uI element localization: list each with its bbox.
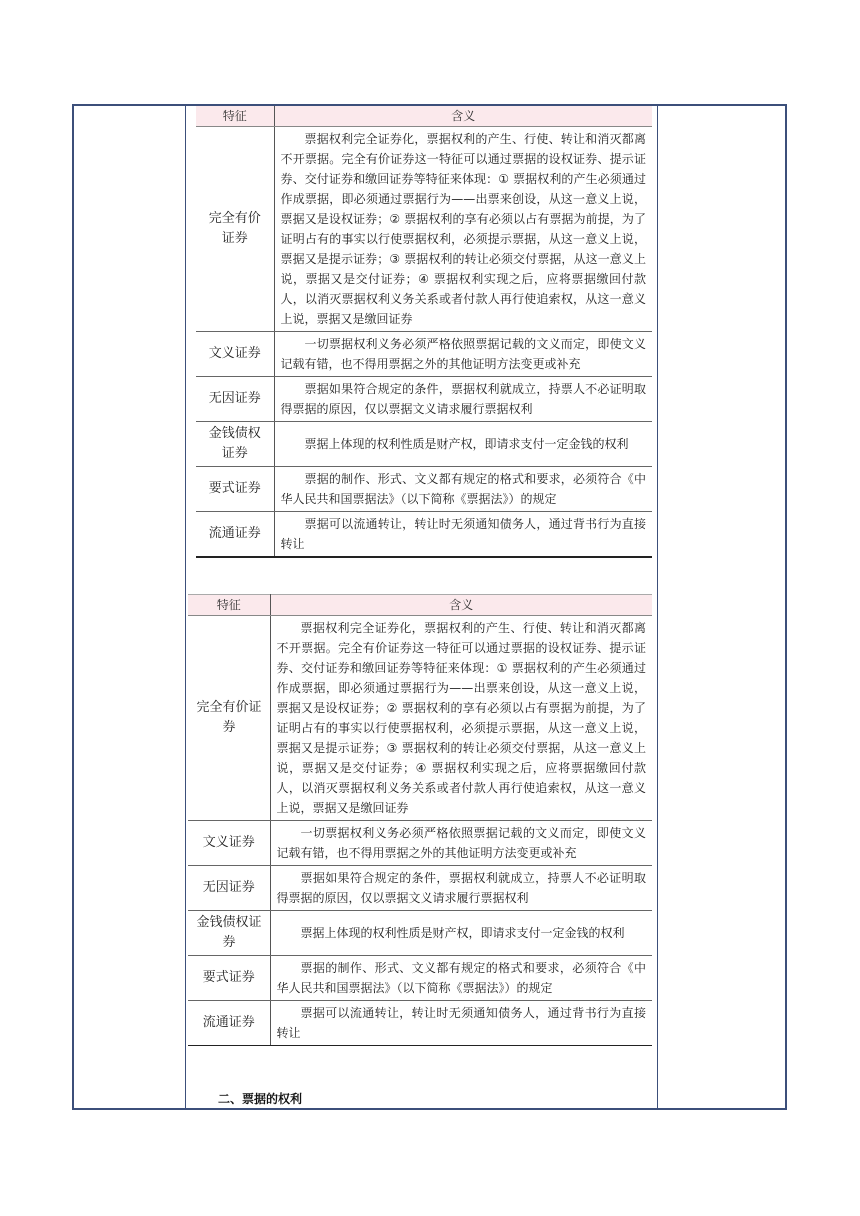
row-feature	[188, 911, 270, 956]
row-meaning	[270, 1001, 652, 1046]
meaning-text: 票据如果符合规定的条件，票据权利就成立，持票人不必证明取得票据的原因，仅以票据文义请求履行票据权利	[276, 871, 646, 905]
row-feature: 文义证券	[196, 332, 274, 377]
column-divider	[657, 106, 658, 1108]
row-feature: 要式证券	[196, 467, 274, 512]
row-meaning	[274, 127, 652, 332]
table-row	[188, 821, 652, 866]
column-divider	[185, 106, 186, 1108]
row-feature: 要式证券	[188, 956, 270, 1001]
table-row	[188, 1001, 652, 1046]
header-meaning: 含义	[274, 106, 652, 127]
meaning-text: 一切票据权利义务必须严格依照票据记载的文义而定，即使文义记载有错，也不得用票据之外的其他证明方法变更或补充	[280, 337, 646, 371]
meaning-text: 票据可以流通转让，转让时无须通知债务人，通过背书行为直接转让	[276, 1006, 646, 1040]
row-feature: 流通证券	[188, 1001, 270, 1046]
table-row	[196, 422, 652, 467]
feature-label: 完全有价证券	[208, 211, 261, 246]
row-feature: 文义证券	[188, 821, 270, 866]
table-row	[196, 332, 652, 377]
row-feature	[188, 616, 270, 821]
row-feature: 无因证券	[196, 377, 274, 422]
row-meaning	[270, 616, 652, 821]
row-meaning	[274, 512, 652, 558]
meaning-text: 票据权利完全证券化，票据权利的产生、行使、转让和消灭都离不开票据。完全有价证券这一特征可以通过票据的设权证券、提示证券、交付证券和缴回证券等特征来体现：① 票据权利的产生必须通过作成票据，即必须通过票据行为——出票来创设，从这一意义上说，票据又是设权证券；② 票据权利的享有必须以占有票据为前提，为了证明占有的事实以行使票据权利，必须提示票据，从这一意义上说，票据又是提示证券；③ 票据权利的转让必须交付票据，从这一意义上说，票据又是交付证券；④ 票据权利实现之后，应将票据缴回付款人，以消灭票据权利义务关系或者付款人再行使追索权，从这一意义上说，票据又是缴回证券	[276, 621, 646, 815]
meaning-text: 票据的制作、形式、文义都有规定的格式和要求，必须符合《中华人民共和国票据法》（以下简称《票据法》）的规定	[280, 472, 646, 506]
table-row	[196, 127, 652, 332]
meaning-text: 票据如果符合规定的条件，票据权利就成立，持票人不必证明取得票据的原因，仅以票据文义请求履行票据权利	[280, 382, 646, 416]
meaning-text: 一切票据权利义务必须严格依照票据记载的文义而定，即使文义记载有错，也不得用票据之外的其他证明方法变更或补充	[276, 826, 646, 860]
table-row	[188, 866, 652, 911]
row-meaning	[274, 422, 652, 467]
row-feature	[196, 422, 274, 467]
meaning-text: 票据权利完全证券化，票据权利的产生、行使、转让和消灭都离不开票据。完全有价证券这一特征可以通过票据的设权证券、提示证券、交付证券和缴回证券等特征来体现：① 票据权利的产生必须通过作成票据，即必须通过票据行为——出票来创设，从这一意义上说，票据又是设权证券；② 票据权利的享有必须以占有票据为前提，为了证明占有的事实以行使票据权利，必须提示票据，从这一意义上说，票据又是提示证券；③ 票据权利的转让必须交付票据，从这一意义上说，票据又是交付证券；④ 票据权利实现之后，应将票据缴回付款人，以消灭票据权利义务关系或者付款人再行使追索权，从这一意义上说，票据又是缴回证券	[280, 132, 646, 326]
table-row	[196, 467, 652, 512]
meaning-text: 票据的制作、形式、文义都有规定的格式和要求，必须符合《中华人民共和国票据法》（以下简称《票据法》）的规定	[276, 961, 646, 995]
meaning-text: 票据上体现的权利性质是财产权，即请求支付一定金钱的权利	[304, 437, 629, 451]
feature-label: 完全有价证券	[196, 700, 262, 735]
row-meaning	[270, 866, 652, 911]
row-meaning	[270, 821, 652, 866]
header-feature: 特征	[188, 595, 270, 616]
feature-table-1	[196, 106, 652, 558]
row-meaning	[274, 467, 652, 512]
table-header-row	[196, 106, 652, 127]
feature-label: 金钱债权证券	[196, 915, 262, 950]
table-row	[196, 512, 652, 558]
table-row	[188, 911, 652, 956]
row-feature: 无因证券	[188, 866, 270, 911]
header-feature: 特征	[196, 106, 274, 127]
meaning-text: 票据可以流通转让，转让时无须通知债务人，通过背书行为直接转让	[280, 517, 646, 551]
section-heading: 二、票据的权利	[218, 1092, 303, 1106]
row-meaning	[274, 377, 652, 422]
table-header-row	[188, 595, 652, 616]
table-row	[188, 956, 652, 1001]
table-row	[188, 616, 652, 821]
row-meaning	[270, 911, 652, 956]
feature-table-2	[188, 594, 652, 1046]
row-feature	[196, 127, 274, 332]
row-feature: 流通证券	[196, 512, 274, 558]
table-row	[196, 377, 652, 422]
header-meaning: 含义	[270, 595, 652, 616]
row-meaning	[270, 956, 652, 1001]
feature-label: 金钱债权证券	[208, 426, 261, 461]
row-meaning	[274, 332, 652, 377]
meaning-text: 票据上体现的权利性质是财产权，即请求支付一定金钱的权利	[300, 926, 625, 940]
